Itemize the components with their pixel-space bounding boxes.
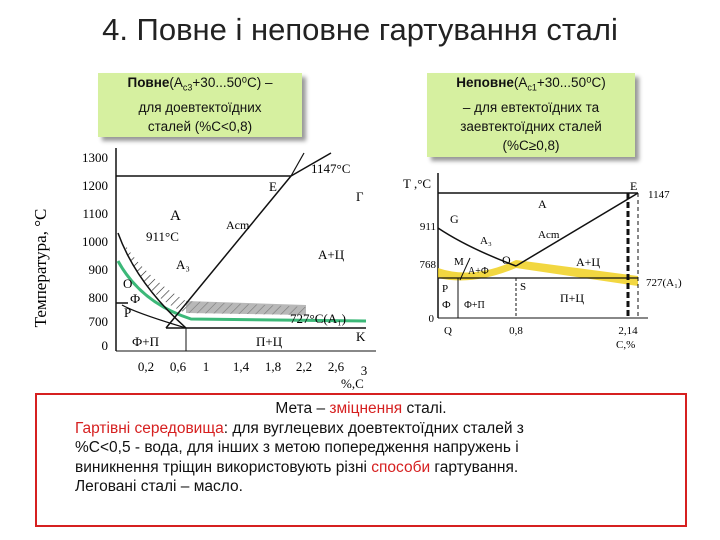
x-tick: 3 xyxy=(360,363,368,378)
label-F: Ф xyxy=(130,291,141,306)
fe-c-diagram-partial xyxy=(398,168,698,358)
y-tick: 1200 xyxy=(82,178,108,193)
water-line: %С<0,5 - вода, для інших з метою попередження напружень і xyxy=(75,439,519,456)
label-M: M xyxy=(454,256,464,268)
label-727: 727°С(A₁) xyxy=(290,311,346,326)
label-911: 911°С xyxy=(146,229,179,244)
label-1147: 1147 xyxy=(648,189,670,201)
label-727: 727(A₁) xyxy=(646,277,682,289)
label-FP: Ф+П xyxy=(464,300,485,311)
x-tick: 1 xyxy=(202,359,210,374)
x-tick: 0,2 xyxy=(137,359,155,374)
label-1147: 1147°С xyxy=(311,161,351,176)
x-tick: 1,8 xyxy=(264,359,282,374)
label-AF: A+Ф xyxy=(468,266,489,277)
label-A3: A₃ xyxy=(480,235,492,247)
label-FP: Ф+П xyxy=(132,334,159,349)
x-tick: 2,14 xyxy=(618,325,638,337)
label-Acm: Aсm xyxy=(538,229,560,241)
x-axis-title: C,% xyxy=(616,339,636,351)
x-tick: 2,6 xyxy=(327,359,345,374)
x-tick: 1,4 xyxy=(232,359,250,374)
label-G: G xyxy=(450,212,459,226)
partial-hardening-line4: (%C≥0,8) xyxy=(502,137,560,153)
y-tick: 700 xyxy=(88,314,108,329)
label-Acm: Aсm xyxy=(226,218,250,232)
full-hardening-heading: $Повне(A_{c3}+30...50^0C)$ – xyxy=(127,75,273,93)
label-P: P xyxy=(442,283,449,295)
y-tick: 911 xyxy=(419,221,436,233)
x-tick: Q xyxy=(444,325,452,337)
y-axis-title: T ,°С xyxy=(403,176,432,191)
label-P: P xyxy=(124,305,132,320)
label-A: A xyxy=(538,197,547,211)
full-hardening-line3: сталей (%C<0,8) xyxy=(147,118,253,134)
label-E: E xyxy=(269,179,277,194)
partial-hardening-heading: $Неповне(A_{c1}+30...50^0C)$ xyxy=(456,75,606,93)
goal-info-box xyxy=(35,393,687,527)
partial-hardening-box xyxy=(427,73,635,157)
fe-c-diagram-full xyxy=(31,143,376,393)
label-S: S xyxy=(520,281,527,293)
label-F: Ф xyxy=(442,299,451,311)
label-AC: A+Ц xyxy=(318,247,345,262)
x-tick: 2,2 xyxy=(295,359,313,374)
alloy-line: Леговані сталі – масло. xyxy=(75,478,243,495)
x-tick: 0,6 xyxy=(169,359,187,374)
full-hardening-box xyxy=(98,73,302,137)
label-E: E xyxy=(630,179,638,193)
label-AC: A+Ц xyxy=(576,255,601,269)
label-A3: A₃ xyxy=(176,257,190,272)
label-PC: П+Ц xyxy=(256,334,283,349)
full-hardening-line2: для доевтектоїдних xyxy=(138,99,262,115)
y-axis-title: Температура, °С xyxy=(31,208,50,328)
partial-hardening-line2: – для евтектоїдних та xyxy=(462,99,600,115)
y-tick: 0 xyxy=(428,313,434,325)
y-tick: 1100 xyxy=(82,206,108,221)
label-PC: П+Ц xyxy=(560,291,585,305)
methods-line: виникнення тріщин використовують різні способи гартування. xyxy=(75,458,519,476)
label-O: O xyxy=(502,253,511,267)
y-tick: 768 xyxy=(419,259,436,271)
y-tick: 800 xyxy=(88,290,108,305)
label-O: O xyxy=(123,276,133,291)
y-tick: 1300 xyxy=(82,150,108,165)
goal-line: Мета – зміцнення сталі. xyxy=(275,400,447,417)
label-G: Г xyxy=(356,189,364,204)
label-K: K xyxy=(356,329,366,344)
partial-hardening-line3: заевтектоїдних сталей xyxy=(460,118,602,134)
x-axis-title: %,С xyxy=(341,376,364,391)
y-tick: 1000 xyxy=(82,234,108,249)
page-title: 4. Повне і неповне гартування сталі xyxy=(102,12,618,47)
x-tick: 0,8 xyxy=(509,325,523,337)
label-A: A xyxy=(170,208,181,224)
y-tick: 0 xyxy=(101,338,108,353)
media-line: Гартівні середовища: для вуглецевих доевтектоїдних сталей з xyxy=(75,419,524,437)
y-tick: 900 xyxy=(88,262,108,277)
